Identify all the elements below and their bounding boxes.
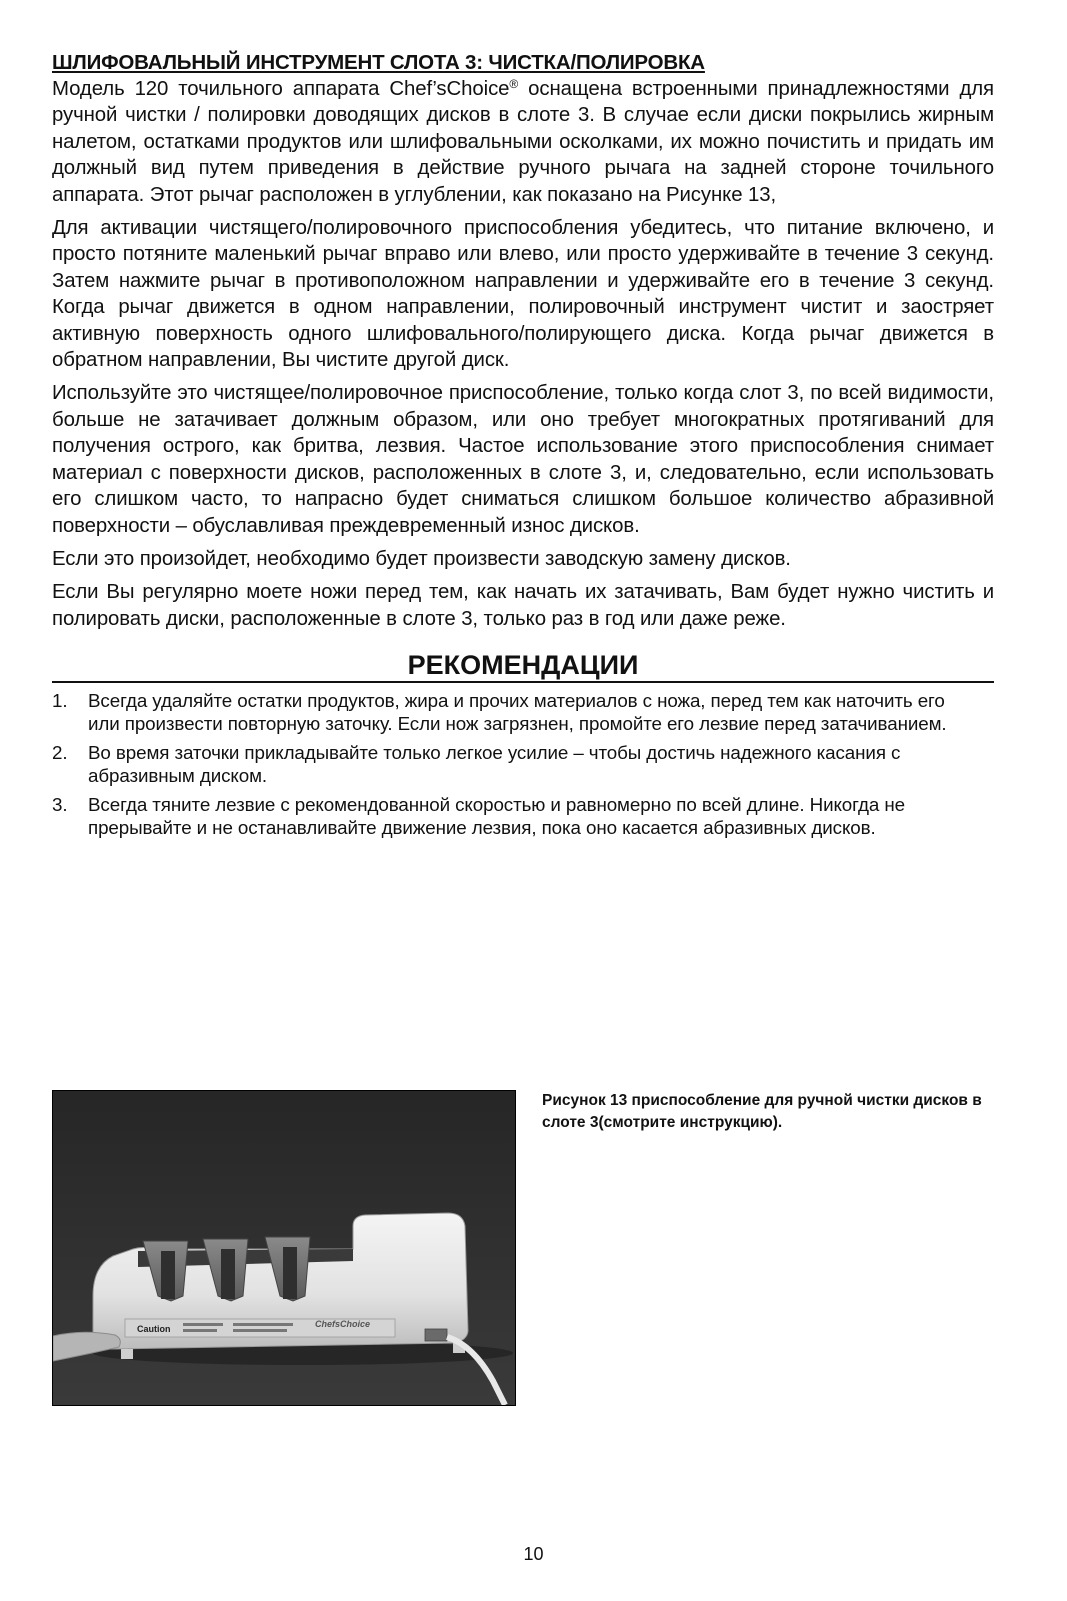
- caution-label: Caution: [137, 1324, 171, 1334]
- list-item: [52, 741, 994, 787]
- figure-caption: Рисунок 13 приспособление для ручной чистки дисков в слоте 3(смотрите инструкцию).: [542, 1092, 982, 1131]
- list-item-number: 2.: [52, 742, 68, 764]
- sharpener-photo: [52, 1090, 516, 1406]
- recommendations-list: [52, 689, 994, 839]
- paragraph-1-end: оснащена встроенными принадлежностями для ручной чистки / полировки доводящих дисков в слоте 3. В случае если диски покрылись жирным налетом, остатками продуктов или шлифовальными осколками, их можно почистить и придать им должный вид путем приведения в действие ручного рычага на задней стороне точильного аппарата. Этот рычаг расположен в углублении, как показано на Рисунке 13,: [52, 78, 994, 206]
- list-item-number: 3.: [52, 794, 68, 816]
- list-item-text: Всегда тяните лезвие с рекомендованной скоростью и равномерно по всей длине. Никогда не прерывайте и не останавливайте движение лезвия, пока оно касается абразивных дисков.: [88, 794, 905, 839]
- page-number: 10: [523, 1544, 544, 1564]
- paragraph-5: Если Вы регулярно моете ножи перед тем, как начать их затачивать, Вам будет нужно чистить и полировать диски, расположенные в слоте 3, только раз в год или даже реже.: [52, 581, 994, 630]
- list-item: [52, 689, 994, 735]
- paragraph-2: Для активации чистящего/полировочного приспособления убедитесь, что питание включено, и просто потяните маленький рычаг вправо или влево, или просто удерживайте в течение 3 секунд. Затем нажмите рычаг в противоположном направлении и удерживайте его в течение 3 секунд. Когда рычаг движется в одном направлении, полировочный инструмент чистит и заостряет активную поверхность одного шлифовального/полирующего диска. Когда рычаг движется в обратном направлении, Вы чистите другой диск.: [52, 217, 994, 372]
- paragraph-4: Если это произойдет, необходимо будет произвести заводскую замену дисков.: [52, 547, 791, 570]
- paragraph-1: [52, 76, 994, 208]
- list-item-text: Всегда удаляйте остатки продуктов, жира и прочих материалов с ножа, перед тем как наточить его или произвести повторную заточку. Если нож загрязнен, промойте его лезвие перед затачиванием.: [88, 690, 947, 735]
- list-item: [52, 793, 994, 839]
- section-title: ШЛИФОВАЛЬНЫЙ ИНСТРУМЕНТ СЛОТА 3: ЧИСТКА/ПОЛИРОВКА: [52, 51, 705, 74]
- list-item-text: Во время заточки прикладывайте только легкое усилие – чтобы достичь надежного касания с абразивным диском.: [88, 742, 901, 787]
- sharpener-illustration: [53, 1091, 515, 1405]
- registered-mark: ®: [509, 77, 519, 91]
- paragraph-1-start: Модель 120 точильного аппарата Chef’sChoice: [52, 78, 510, 100]
- list-item-number: 1.: [52, 690, 68, 712]
- paragraph-3: Используйте это чистящее/полировочное приспособление, только когда слот 3, по всей видимости, больше не затачивает должным образом, или оно требует многократных протягиваний для получения острого, как бритва, лезвия. Частое использование этого приспособления снимает материал с поверхности дисков, расположенных в слоте 3, и, следовательно, если использовать его слишком часто, то напрасно будет сниматься слишком большое количество абразивной поверхности – обуславливая преждевременный износ дисков.: [52, 382, 994, 537]
- figure-13: [52, 1090, 994, 1410]
- brand-label: ChefsChoice: [315, 1319, 371, 1329]
- page-content: [52, 50, 994, 845]
- recommendations-title: РЕКОМЕНДАЦИИ: [52, 650, 994, 683]
